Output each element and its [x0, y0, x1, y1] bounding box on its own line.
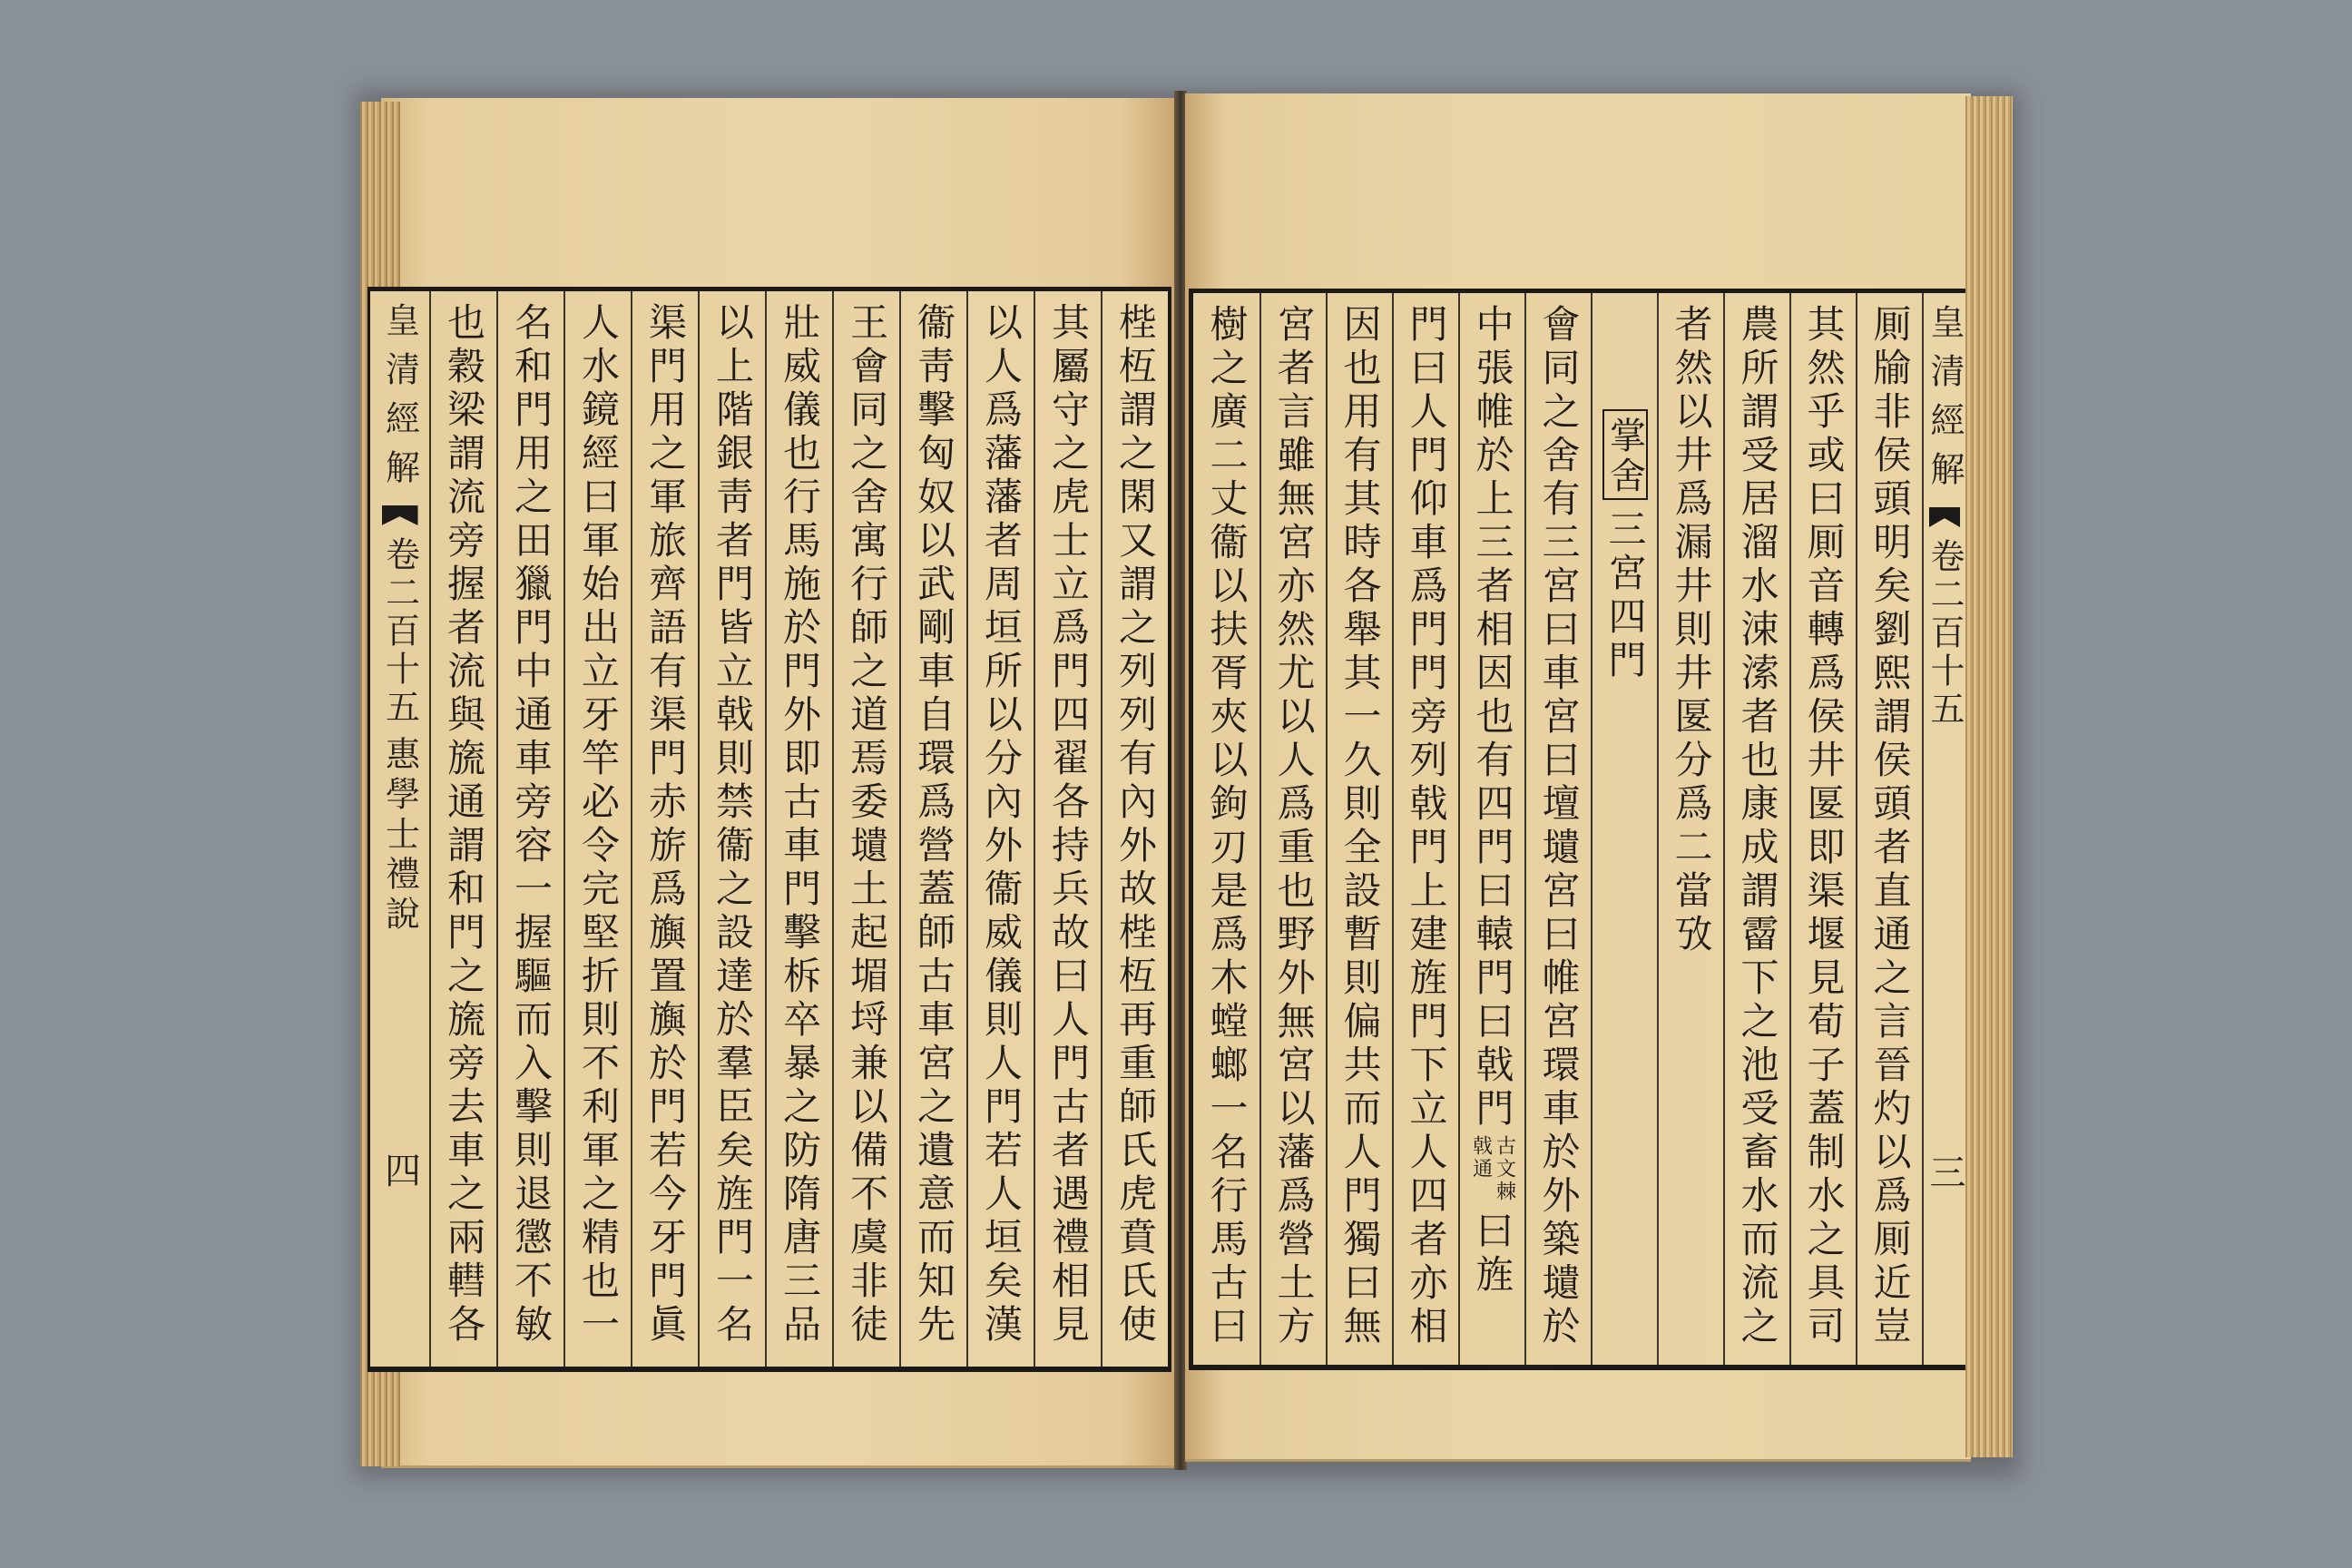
text-column-with-note	[1458, 293, 1524, 1365]
text-column	[564, 291, 631, 1367]
text-column	[832, 291, 899, 1367]
text-column	[631, 291, 698, 1367]
text-column	[1034, 291, 1101, 1367]
column-text: 者然以井爲漏井則井匽分爲二當攷	[1669, 304, 1714, 957]
book-title: 皇清經解	[379, 302, 420, 498]
page-number: 三	[1924, 1153, 1965, 1195]
column-text: 渠門用之軍旅齊語有渠門赤旂爲旟置旟於門若今牙門眞	[643, 302, 688, 1348]
column-text: 會同之舍有三宮曰車宮曰壇壝宮曰帷宮環車於外築壝於	[1536, 304, 1582, 1349]
text-column	[496, 291, 564, 1367]
section-heading-label: 掌舍	[1602, 409, 1648, 500]
text-column	[1657, 293, 1723, 1365]
note-line: 古文棘	[1493, 1135, 1516, 1203]
volume-number: 卷二百十五	[379, 536, 420, 727]
section-title: 惠學士禮說	[379, 736, 420, 936]
text-column	[1392, 293, 1458, 1365]
column-text: 宮者言雖無宮亦然尤以人爲重也野外無宮以藩爲營土方	[1271, 304, 1317, 1349]
section-heading-text: 三宮四門	[1602, 509, 1648, 683]
column-text: 壯威儀也行馬施於門外即古車門擊柝卒暴之防隋唐三品	[778, 302, 822, 1348]
column-text: 王會同之舍寓行師之道焉委壝土起堳埒兼以備不虞非徒	[845, 302, 889, 1348]
fishtail-mark	[382, 505, 418, 525]
column-text: 門曰人門仰車爲門門旁列戟門上建旌門下立人四者亦相	[1404, 304, 1449, 1349]
text-column	[899, 291, 966, 1367]
column-text-tail: 曰旌	[1470, 1210, 1515, 1298]
column-text: 因也用有其時各舉其一久則全設暫則偏共而人門獨曰無	[1338, 304, 1383, 1349]
column-text: 衞靑擊匈奴以武剛車自環爲營蓋師古車宮之遺意而知先	[912, 302, 956, 1348]
column-text: 名和門用之田獵門中通車旁容一握驅而入擊則退懲不敏	[509, 302, 554, 1348]
note-line: 戟通	[1469, 1135, 1493, 1181]
column-text: 梐枑謂之閑又謂之列列有內外故梐枑再重師氏虎賁氏使	[1113, 302, 1158, 1348]
column-text: 其然乎或曰厠音轉爲侯井匽即渠堰見荀子蓋制水之具司	[1801, 304, 1847, 1349]
text-column	[966, 291, 1034, 1367]
text-column	[1723, 293, 1789, 1365]
column-text: 以人爲藩藩者周垣所以分內外衞威儀則人門若人垣矣漢	[979, 302, 1024, 1348]
volume-number: 卷二百十五	[1925, 538, 1965, 729]
fishtail-mark	[1929, 507, 1960, 527]
column-text: 樹之廣二丈衞以扶胥夾以鉤刃是爲木螳螂一名行馬古曰	[1204, 304, 1250, 1349]
page-margin-column	[370, 291, 429, 1367]
page-number: 四	[378, 1152, 421, 1193]
text-column	[698, 291, 765, 1367]
text-column	[1524, 293, 1591, 1365]
column-text: 厠牏非侯頭明矣劉熙謂侯頭者直通之言晉灼以爲厠近豈	[1867, 304, 1913, 1349]
column-text: 中張帷於上三者相因也有四門曰轅門曰戟門	[1470, 304, 1515, 1132]
column-text: 以上階銀靑者門皆立戟則禁衞之設達於羣臣矣旌門一名	[710, 302, 755, 1348]
text-column	[1856, 293, 1922, 1365]
column-text: 農所謂受居溜水涑溹者也康成謂霤下之池受畜水而流之	[1735, 304, 1780, 1349]
text-column	[429, 291, 496, 1367]
book-title: 皇清經解	[1925, 304, 1965, 500]
interlinear-note	[1471, 1135, 1514, 1203]
column-text: 也穀梁謂流旁握者流與旒通謂和門之旒旁去車之兩轊各	[442, 302, 486, 1348]
column-text: 其屬守之虎士立爲門四翟各持兵故曰人門古者遇禮相見	[1046, 302, 1091, 1348]
text-column	[1259, 293, 1326, 1365]
text-column	[1789, 293, 1856, 1365]
text-column	[1101, 291, 1168, 1367]
right-page-edge-stack	[1965, 96, 2013, 1457]
column-text: 人水鏡經曰軍始出立牙竿必令完堅折則不利軍之精也一	[576, 302, 621, 1348]
text-column	[765, 291, 832, 1367]
section-heading-column	[1591, 293, 1657, 1365]
page-margin-column	[1922, 293, 1965, 1365]
left-page-text-frame	[368, 287, 1171, 1372]
text-column	[1193, 293, 1259, 1365]
text-column	[1326, 293, 1392, 1365]
right-page-text-frame	[1189, 289, 1965, 1370]
